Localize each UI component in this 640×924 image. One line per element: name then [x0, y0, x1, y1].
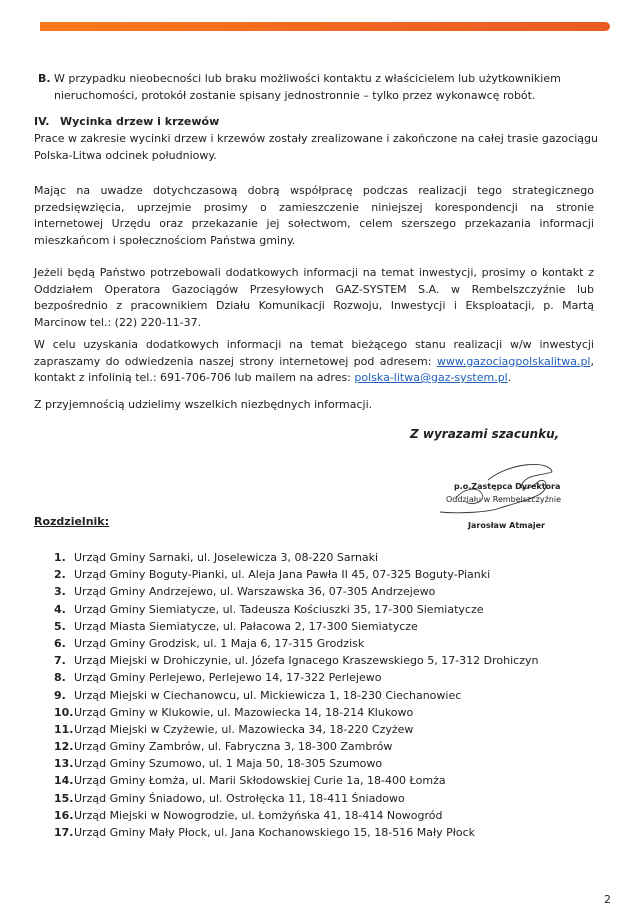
list-item-number: 13. — [54, 757, 74, 771]
list-item — [54, 618, 538, 635]
list-item-number: 11. — [54, 722, 74, 736]
signature-block — [400, 458, 590, 538]
list-item-number: 2. — [54, 568, 66, 582]
section-iv-body: Prace w zakresie wycinki drzew i krzewów zostały zrealizowane i zakończone na całej trasie gazociągu Polska-Litwa odcinek południowy. — [34, 132, 598, 162]
list-item-number: 15. — [54, 791, 74, 805]
signature-title: p.o.Zastępca Dyrektora — [454, 482, 561, 491]
paragraph-website — [34, 337, 594, 387]
section-b-label: B. — [38, 72, 51, 85]
section-b-line1: W przypadku nieobecności lub braku możliwości kontaktu z właścicielem lub użytkownikiem — [54, 72, 561, 85]
section-iv-number: IV. — [34, 115, 50, 128]
paragraph-website-text: W celu uzyskania dodatkowych informacji na temat bieżącego stanu realizacji w/w inwestycji zapraszamy do odwiedzenia naszej strony internetowej pod adresem: — [34, 338, 594, 368]
paragraph-website-end: . — [507, 371, 512, 384]
list-item-text: Urząd Miejski w Nowogrodzie, ul. Łomżyńska 41, 18-414 Nowogród — [74, 808, 443, 822]
list-item — [54, 583, 538, 600]
list-item — [54, 669, 538, 686]
list-item-text: Urząd Gminy Łomża, ul. Marii Skłodowskiej Curie 1a, 18-400 Łomża — [74, 774, 446, 788]
list-item-text: Urząd Gminy Perlejewo, Perlejewo 14, 17-322 Perlejewo — [74, 671, 382, 685]
list-item — [54, 635, 538, 652]
email-link[interactable]: polska-litwa@gaz-system.pl — [354, 371, 508, 384]
orange-header-bar — [40, 22, 610, 31]
list-item-text: Urząd Miejski w Ciechanowcu, ul. Mickiewicza 1, 18-230 Ciechanowiec — [74, 688, 462, 702]
list-item-number: 3. — [54, 585, 66, 599]
list-item — [54, 721, 538, 738]
signature-branch: Oddziału w Rembelszczyźnie — [446, 495, 561, 504]
list-item-text: Urząd Gminy Boguty-Pianki, ul. Aleja Jana Pawła II 45, 07-325 Boguty-Pianki — [74, 568, 491, 582]
list-item — [54, 772, 538, 789]
list-item — [54, 824, 538, 841]
list-item-text: Urząd Gminy Siemiatycze, ul. Tadeusza Kościuszki 35, 17-300 Siemiatycze — [74, 602, 484, 616]
list-item-number: 5. — [54, 619, 66, 633]
list-item — [54, 652, 538, 669]
list-item — [54, 601, 538, 618]
list-item — [54, 738, 538, 755]
paragraph-closing-info: Z przyjemnością udzielimy wszelkich niezbędnych informacji. — [34, 398, 373, 411]
closing-salutation: Z wyrazami szacunku, — [410, 427, 560, 441]
section-iv-heading — [34, 115, 219, 128]
list-item-number: 4. — [54, 602, 66, 616]
list-item-text: Urząd Gminy Śniadowo, ul. Ostrołęcka 11, 18-411 Śniadowo — [74, 791, 405, 805]
distribution-heading: Rozdzielnik: — [34, 515, 110, 528]
list-item-text: Urząd Gminy Mały Płock, ul. Jana Kochanowskiego 15, 18-516 Mały Płock — [74, 826, 476, 839]
website-link[interactable]: www.gazociagpolskalitwa.pl — [436, 354, 591, 368]
list-item-text: Urząd Miejski w Drohiczynie, ul. Józefa Ignacego Kraszewskiego 5, 17-312 Drohiczyn — [74, 654, 539, 668]
list-item-number: 16. — [54, 808, 74, 822]
list-item-text: Urząd Gminy w Klukowie, ul. Mazowiecka 14, 18-214 Klukowo — [74, 705, 414, 719]
list-item — [54, 566, 538, 583]
section-b-line2: nieruchomości, protokół zostanie spisany jednostronnie – tylko przez wykonawcę robót. — [54, 88, 536, 102]
list-item-number: 10. — [54, 705, 74, 719]
list-item-number: 1. — [54, 551, 66, 564]
page-number: 2 — [604, 893, 611, 906]
list-item-number: 6. — [54, 636, 66, 650]
list-item-number: 8. — [54, 671, 66, 685]
list-item-text: Urząd Gminy Zambrów, ul. Fabryczna 3, 18-300 Zambrów — [74, 740, 393, 754]
paragraph-cooperation: Mając na uwadze dotychczasową dobrą współpracę podczas realizacji tego strategicznego przedsięwzięcia, uprzejmie prosimy o zamieszczenie niniejszej korespondencji na stronie internetowej Urzędu oraz przekazanie jej sołectwom, celem szerszego przekazania informacji mieszkańcom i społecznościom Państwa gminy. — [34, 184, 594, 247]
section-b — [38, 71, 594, 104]
list-item-number: 14. — [54, 774, 74, 788]
signature-name: Jarosław Atmajer — [468, 521, 545, 530]
distribution-list — [54, 549, 538, 841]
list-item — [54, 549, 538, 566]
list-item-number: 9. — [54, 688, 66, 702]
list-item — [54, 790, 538, 807]
list-item — [54, 704, 538, 721]
list-item-number: 12. — [54, 740, 74, 754]
paragraph-contact: Jeżeli będą Państwo potrzebowali dodatkowych informacji na temat inwestycji, prosimy o kontakt z Oddziałem Operatora Gazociągów Przesyłowych GAZ-SYSTEM S.A. w Rembelszczyźnie lub bezpośrednio z pracownikiem Działu Komunikacji Rozwoju, Inwestycji i Eksploatacji, p. Martą Marcinow tel.: (22) 220-11-37. — [34, 266, 594, 329]
section-iv-title: Wycinka drzew i krzewów — [60, 115, 220, 128]
list-item-text: Urząd Miasta Siemiatycze, ul. Pałacowa 2, 17-300 Siemiatycze — [74, 619, 418, 633]
paragraph-website-middle: , kontakt z infolinią tel.: 691-706-706 lub mailem na adres: — [34, 354, 594, 384]
list-item-text: Urząd Gminy Szumowo, ul. 1 Maja 50, 18-305 Szumowo — [74, 757, 383, 771]
list-item — [54, 687, 538, 704]
list-item-number: 7. — [54, 654, 66, 668]
list-item-number: 17. — [54, 826, 74, 839]
list-item — [54, 807, 538, 824]
list-item — [54, 755, 538, 772]
list-item-text: Urząd Miejski w Czyżewie, ul. Mazowiecka 34, 18-220 Czyżew — [74, 722, 414, 736]
list-item-text: Urząd Gminy Sarnaki, ul. Joselewicza 3, 08-220 Sarnaki — [74, 551, 379, 564]
list-item-text: Urząd Gminy Andrzejewo, ul. Warszawska 36, 07-305 Andrzejewo — [74, 585, 436, 599]
list-item-text: Urząd Gminy Grodzisk, ul. 1 Maja 6, 17-315 Grodzisk — [74, 636, 365, 650]
